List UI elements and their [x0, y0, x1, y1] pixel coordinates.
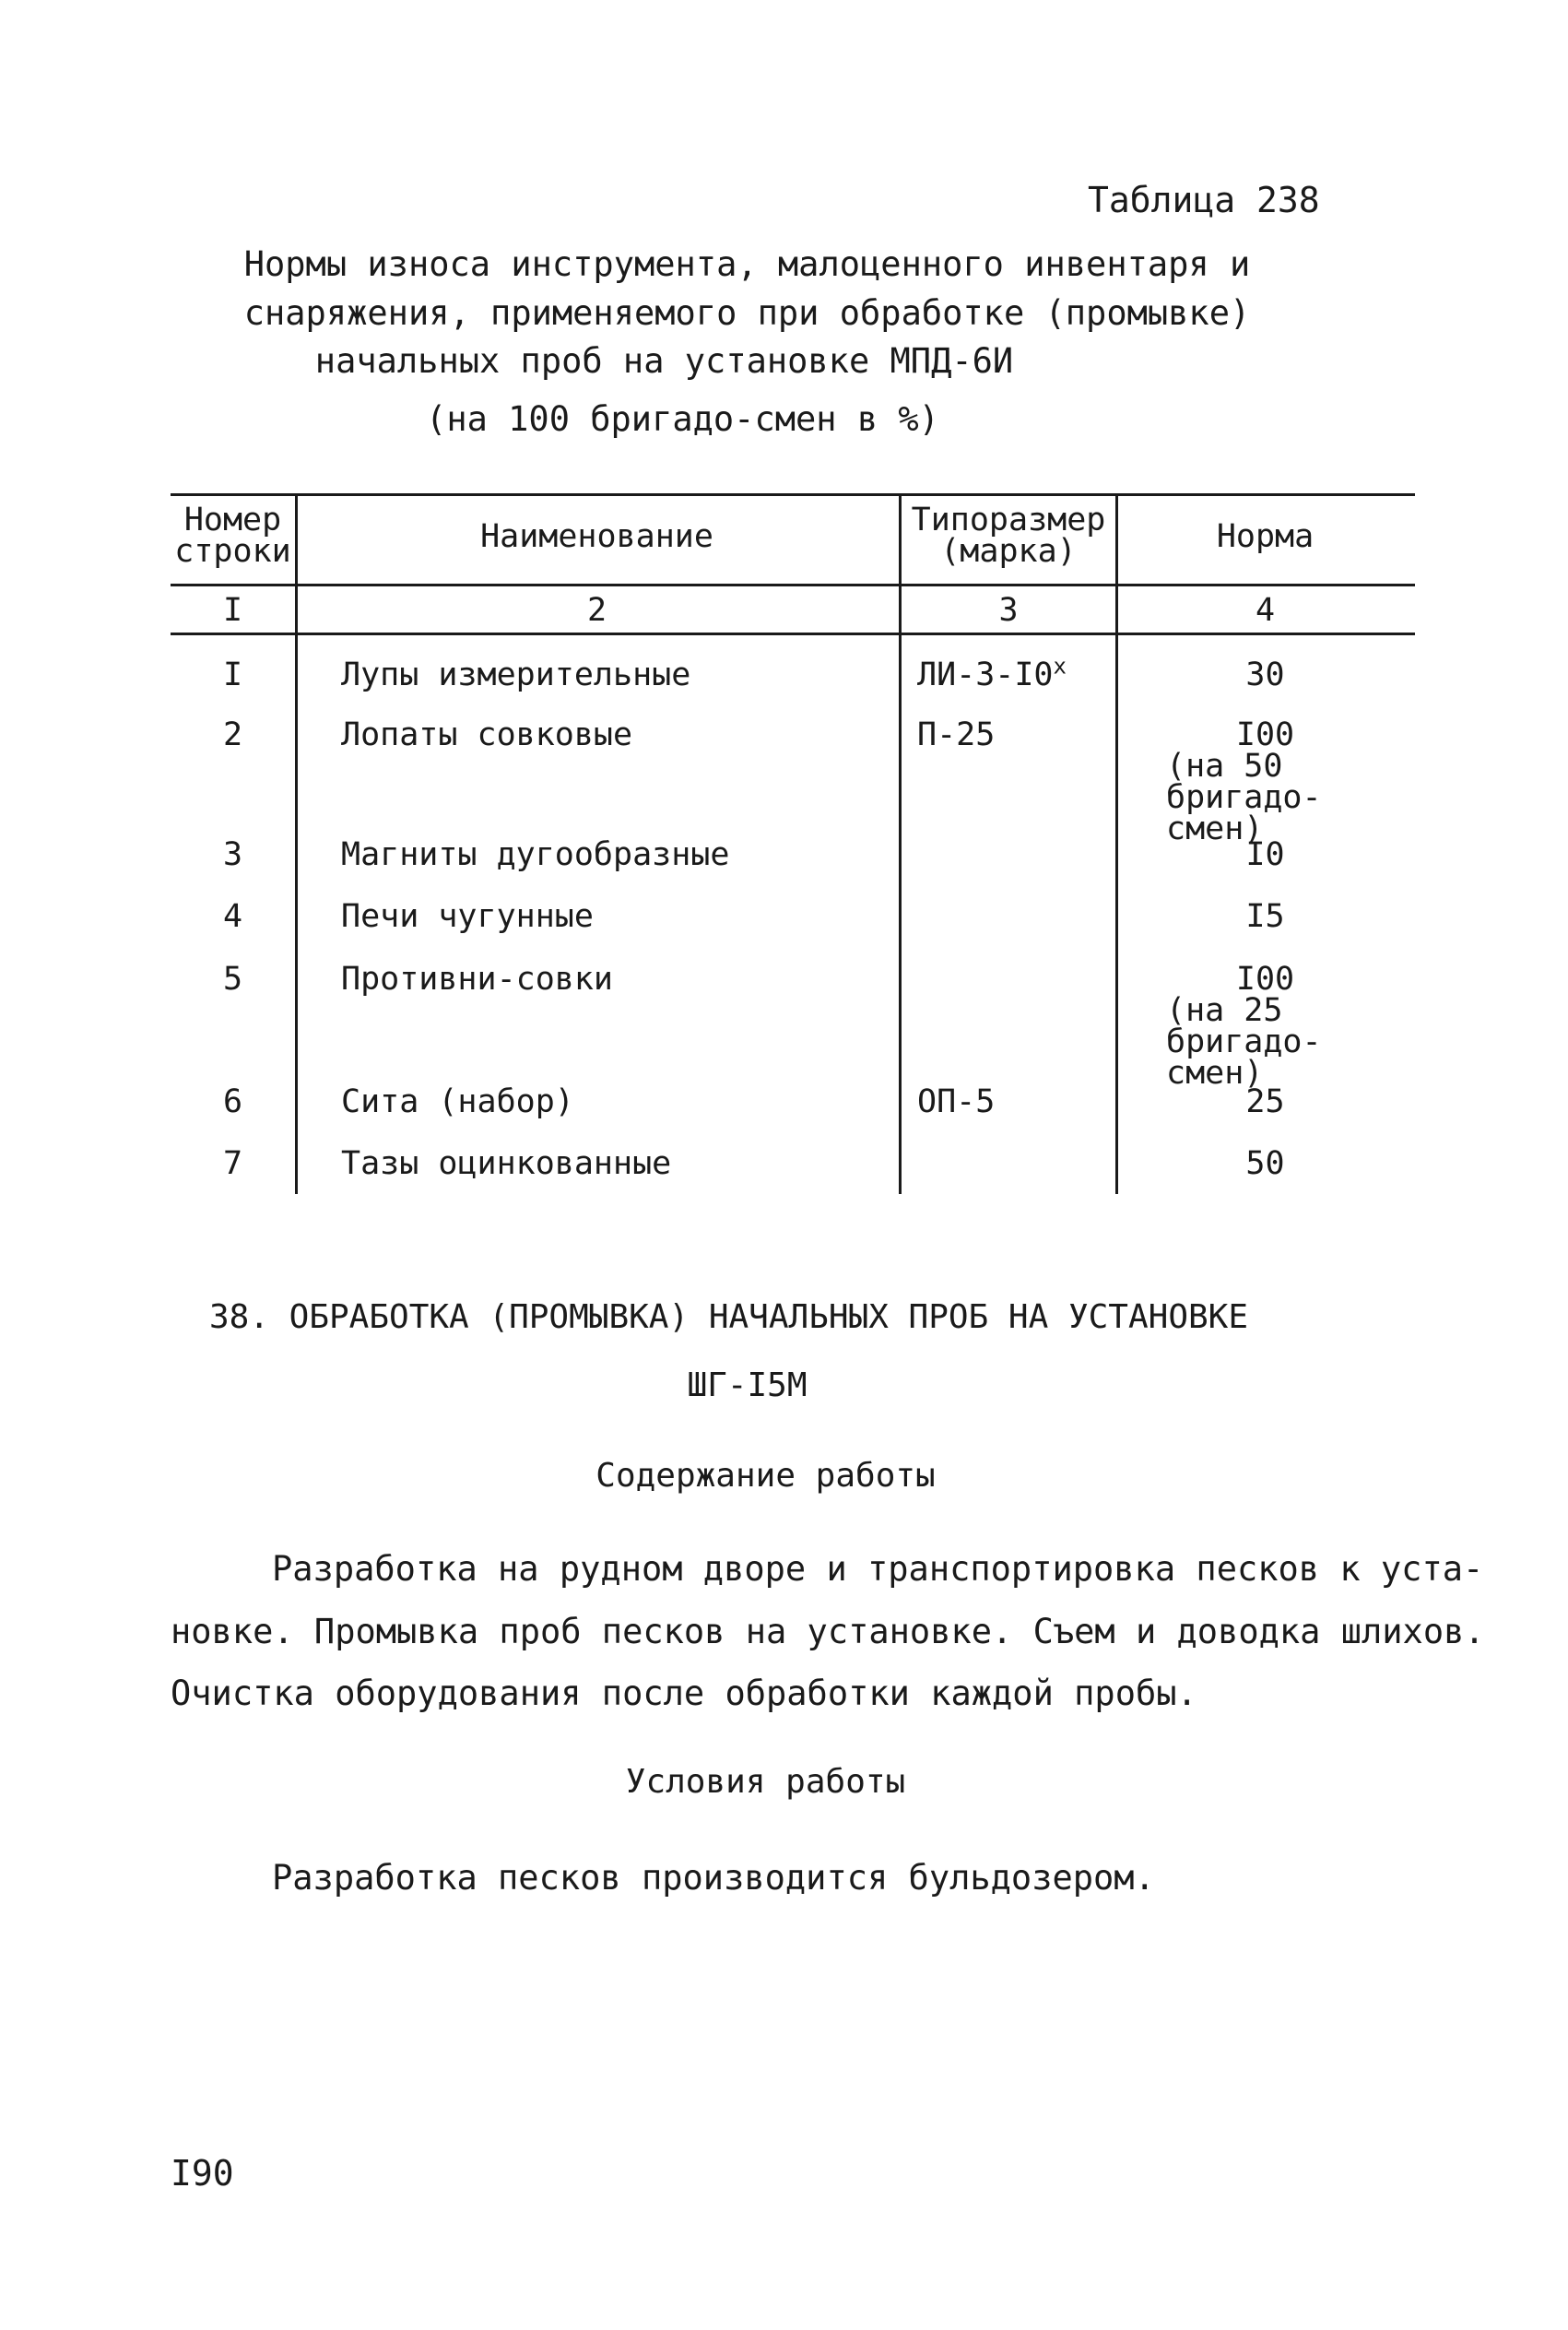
header-norm: Норма [1216, 518, 1315, 555]
column-number-2: 2 [586, 592, 607, 629]
header-name: Наименование [480, 518, 713, 555]
table-row-name: Сита (набор) [341, 1083, 574, 1120]
table-title-line-4: (на 100 бригадо-смен в %) [426, 399, 939, 439]
norm-value: I00 [1235, 961, 1295, 998]
header-row-number [171, 502, 295, 570]
conditions-subheading: Условия работы [625, 1763, 906, 1801]
conditions-paragraph-line-1: Разработка песков производится бульдозером. [272, 1858, 1155, 1898]
table-title-line-1: Нормы износа инструмента, малоценного инвентаря и [243, 244, 1251, 284]
table-row-name: Лупы измерительные [341, 656, 691, 693]
table-row-norm: 50 [1245, 1145, 1285, 1182]
table-row-name: Печи чугунные [341, 898, 594, 935]
table-row-norm [1115, 961, 1415, 1092]
table-row-norm [1115, 716, 1415, 847]
table-row-norm: I5 [1245, 898, 1285, 935]
content-paragraph-line-1: Разработка на рудном дворе и транспортировка песков к уста- [272, 1549, 1484, 1589]
table-row-norm: 25 [1245, 1083, 1285, 1120]
table-row-name: Магниты дугообразные [341, 836, 730, 873]
table-row-size: ОП-5 [917, 1083, 996, 1120]
table-row-size [917, 653, 1067, 693]
norm-note-1: (на 25 [1166, 992, 1283, 1029]
column-number-4: 4 [1255, 592, 1276, 629]
table-row-name: Лопаты совковые [341, 716, 633, 753]
table-row-name: Тазы оцинкованные [341, 1145, 672, 1182]
norm-note-1: (на 50 [1166, 748, 1283, 785]
section-heading-line-1: 38. ОБРАБОТКА (ПРОМЫВКА) НАЧАЛЬНЫХ ПРОБ НА УСТАНОВКЕ [208, 1298, 1249, 1336]
page-number: I90 [171, 2153, 234, 2194]
column-numbers-rule [171, 633, 1415, 635]
section-heading-line-2: ШГ-I5М [687, 1366, 808, 1404]
table-title-line-2: снаряжения, применяемого при обработке (промывке) [243, 293, 1251, 333]
header-size-line1: Типоразмер [911, 502, 1106, 538]
table-row-number: I [222, 656, 243, 693]
column-number-1: I [222, 592, 243, 629]
column-number-3: 3 [998, 592, 1019, 629]
content-subheading: Содержание работы [595, 1457, 936, 1495]
table-number-label: Таблица 238 [1088, 180, 1320, 220]
header-bottom-rule [171, 584, 1415, 586]
size-superscript: х [1053, 653, 1067, 680]
content-paragraph-line-3: Очистка оборудования после обработки каждой пробы. [171, 1674, 1197, 1713]
table-row-name: Противни-совки [341, 961, 614, 998]
norm-note-2: бригадо-смен) [1166, 779, 1322, 847]
table-row-number: 3 [222, 836, 243, 873]
content-paragraph-line-2: новке. Промывка проб песков на установке. Съем и доводка шлихов. [171, 1612, 1485, 1651]
table-row-size: П-25 [917, 716, 996, 753]
table-row-number: 4 [222, 898, 243, 935]
norm-note-2: бригадо-смен) [1166, 1023, 1322, 1092]
table-row-number: 2 [222, 716, 243, 753]
table-top-rule [171, 493, 1415, 496]
size-value: ЛИ-3-I0 [917, 656, 1054, 693]
header-size [899, 502, 1118, 570]
wear-norms-table [171, 493, 1415, 1194]
header-row-number-line1: Номер [183, 502, 282, 538]
norm-value: I00 [1235, 716, 1295, 753]
header-size-line2: (марка) [940, 533, 1077, 570]
table-row-number: 5 [222, 961, 243, 998]
table-row-norm: 30 [1245, 656, 1285, 693]
table-row-number: 7 [222, 1145, 243, 1182]
table-row-number: 6 [222, 1083, 243, 1120]
header-row-number-line2: строки [174, 533, 291, 570]
table-row-norm: I0 [1245, 836, 1285, 873]
table-title-line-3: начальных проб на установке МПД-6И [314, 341, 1014, 381]
